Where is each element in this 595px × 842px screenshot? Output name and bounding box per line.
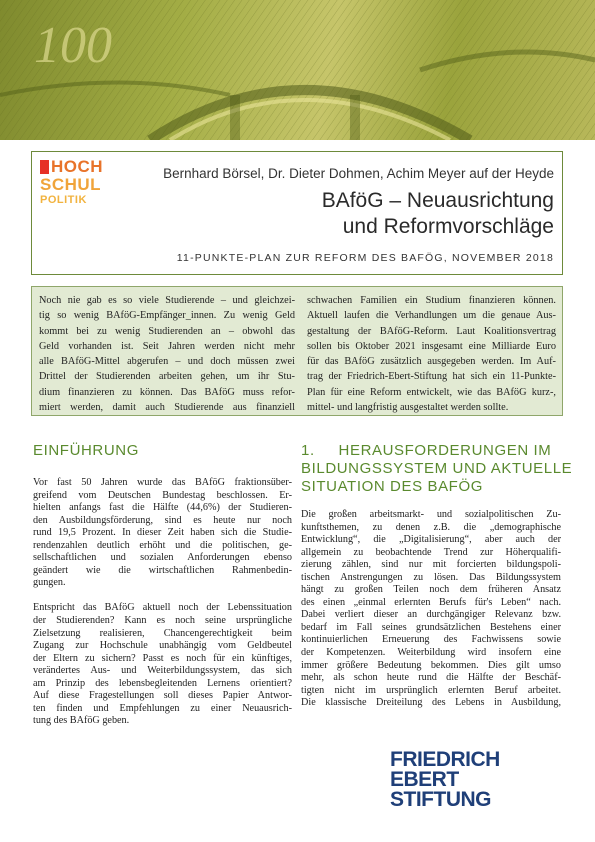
text-line: sellschaftlichen und sozialen Anforderungen ebenso [33, 552, 292, 564]
abstract-column-1 [39, 293, 295, 415]
text-line: greifend vom Deutschen Bundestag beschlossen. Er- [33, 489, 292, 501]
fes-line-3: STIFTUNG [390, 788, 491, 811]
section-2-body [301, 509, 561, 710]
text-line: kommt bei zu wenig Studierenden an – obwohl das [39, 325, 295, 337]
friedrich-ebert-stiftung-logo [390, 750, 510, 810]
text-line: ten finden und Empfehlungen zu einer Neuausrich- [33, 702, 292, 714]
text-line: tigten nicht im ursprünglich erlernten Beruf arbeitet. [301, 684, 561, 696]
heading-line-2: BILDUNGSSYSTEM UND AKTUELLE [301, 460, 573, 477]
heading-line-3: SITUATION DES BAFÖG [301, 478, 483, 495]
text-line: Drittel der Studierenden arbeiten gehen, um ihr Stu- [39, 371, 295, 383]
text-line: der Kompetenzen. Weiterbildung wird insofern eine [301, 647, 561, 659]
text-line: tig so wenig BAföG-Empfänger_innen. Zu wenig Geld [39, 310, 295, 322]
document-title [322, 188, 554, 240]
paragraph-gap [33, 590, 292, 603]
text-line: Die großen arbeitsmarkt- und sozialpolitischen Zu- [301, 509, 561, 520]
text-line: miert werden, damit auch Studierende aus finanziell [39, 402, 295, 414]
text-line: mehr, als schon heute rund die Hälfte der Beschäf- [301, 672, 561, 684]
text-line: tung des BAföG geben. [33, 715, 130, 727]
text-line: Plan für eine Reform entwickelt, wie das BAföG kurz-, [307, 386, 556, 398]
text-line: trag der Friedrich-Ebert-Stiftung hat sich ein 11-Punkte- [307, 371, 556, 383]
text-line: rendenzahlen deutlich erhöht und die politischen, ge- [33, 539, 292, 551]
text-line: tischen Anstrengungen zu lösen. Das Bildungssystem [301, 571, 561, 583]
hochschulpolitik-logo [40, 158, 110, 228]
text-line: alle BAföG-Mittel abgerufen – und doch müssen zwei [39, 356, 295, 368]
text-line: für das BAföG zusätzlich ausgegeben werden. Im Auf- [307, 356, 556, 368]
text-line: Aktuell laufen die Verhandlungen um die genaue Aus- [307, 310, 556, 322]
banknote-numeral: 100 [34, 17, 112, 74]
text-line: Dabei verliert dieser an durchgängiger Relevanz bzw. [301, 609, 561, 621]
title-line-2: und Reformvorschläge [342, 215, 554, 238]
abstract-box [31, 286, 563, 416]
logo-line-hoch: HOCH [51, 157, 104, 176]
text-line: verändertes Aus- und Weiterbildungssystem, das sich [33, 665, 292, 677]
section-heading-herausforderungen [301, 442, 572, 496]
text-line: sollen bis Oktober 2021 insgesamt eine Milliarde Euro [307, 340, 556, 352]
text-line: hielten anfangs fast die Hälfte (44,6%) der Studieren- [33, 502, 292, 514]
text-line: kunftsthemen, zu denen z.B. die „demographische [301, 521, 561, 533]
text-line: Zielsetzung realisieren, Chancengerechtigkeit beim [33, 627, 292, 639]
text-line: schwachen Familien ein Studium finanzieren können. [307, 295, 556, 306]
logo-line-schul: SCHUL [40, 175, 102, 194]
text-line: der Studierenden? Kann es noch seine ursprüngliche [33, 614, 292, 626]
text-line: am Prinzip des lebensbegleitenden Lernens orientiert? [33, 677, 292, 689]
text-line: Vor fast 50 Jahren wurde das BAföG fraktionsüber- [33, 477, 292, 488]
text-line: des einen „einmal erlernten Berufs für's Leben“ nach. [301, 596, 561, 608]
text-line: dium finanzieren zu können. Das BAföG muss refor- [39, 386, 295, 398]
logo-line-politik: POLITIK [40, 194, 87, 206]
authors: Bernhard Börsel, Dr. Dieter Dohmen, Achim Meyer auf der Heyde [163, 166, 554, 181]
text-line: Noch nie gab es so viele Studierende – und gleichzei- [39, 295, 295, 306]
text-line: hängt zu großen Teilen noch dem früheren Ansatz [301, 584, 561, 596]
text-line: gestaltung der BAföG-Reform. Laut Koalitionsvertrag [307, 325, 556, 337]
text-line: Entwicklung“, die „Digitalisierung“, aber auch der [301, 534, 561, 546]
text-line: kontinuierlichen Erneuerung des Fachwissens sowie [301, 634, 561, 646]
text-line: bedarf im Fall seines grundsätzlichen Bestehens einer [301, 621, 561, 633]
header-box [31, 151, 563, 275]
logo-red-square [40, 160, 49, 174]
section-1-body [33, 477, 292, 728]
banknote-banner [0, 0, 595, 140]
document-subtitle: 11-PUNKTE-PLAN ZUR REFORM DES BAFÖG, NOVEMBER 2018 [176, 252, 554, 264]
text-line: mittel- und langfristig ausgestaltet werden sollte. [307, 402, 509, 414]
text-line: der Eltern zu sichern? Passt es noch für ein künftiges, [33, 652, 292, 664]
text-line: zierung zählen, sind nur mit forcierten bildungspoli- [301, 559, 561, 571]
text-line: gungen. [33, 577, 66, 589]
section-heading-einfuehrung: EINFÜHRUNG [33, 442, 139, 459]
text-line: immer größere Bedeutung bekommen. Dies gilt umso [301, 659, 561, 671]
heading-line-1: 1. HERAUSFORDERUNGEN IM [301, 442, 552, 459]
text-line: Geld vorhanden ist. Seit Jahren werden nicht mehr [39, 340, 295, 352]
text-line: Zugang zur Hochschule unabhängig vom Geldbeutel [33, 640, 292, 652]
title-line-1: BAföG – Neuausrichtung [321, 189, 554, 212]
text-line: Die klassische Dreiteilung des Lebens in Ausbildung, [301, 697, 561, 709]
fes-line-1: FRIEDRICH [390, 748, 500, 771]
banknote-artwork [0, 0, 595, 140]
text-line: allgemein zu beobachtende Trend zur Höherqualifi- [301, 546, 561, 558]
text-line: rund 19,5 Prozent. In dieser Zeit haben sich die Studie- [33, 527, 292, 539]
text-line: geändert wie die wirtschaftlichen Rahmenbedin- [33, 564, 292, 576]
text-line: Auf diese Fragestellungen soll dieses Papier Antwor- [33, 690, 292, 702]
text-line: Entspricht das BAföG aktuell noch der Lebenssituation [33, 602, 292, 614]
text-line: den Ausbildungsförderung, sind es heute nur noch [33, 514, 292, 526]
fes-line-2: EBERT [390, 768, 459, 791]
abstract-column-2 [307, 293, 556, 415]
